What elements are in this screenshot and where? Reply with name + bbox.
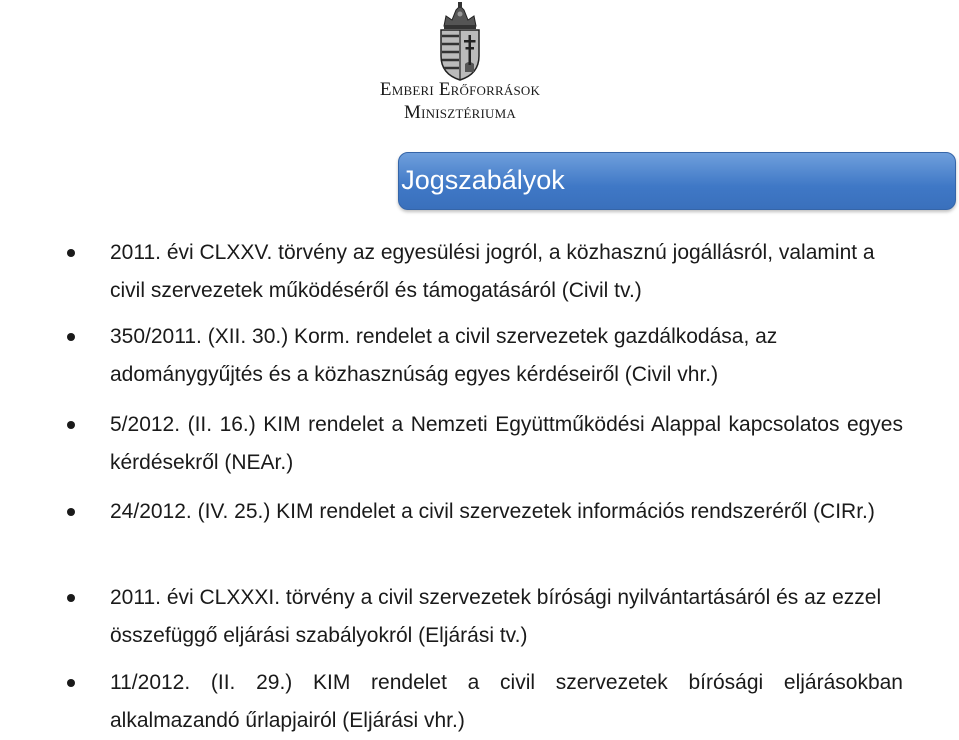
list-item-text: 2011. évi CLXXV. törvény az egyesülési jogról, a közhasznú jogállásról, valamint a civil szervezetek működéséről és támogatásáról (Civil tv.) xyxy=(110,241,875,302)
list-item-text: 11/2012. (II. 29.) KIM rendelet a civil szervezetek bírósági eljárásokban alkalmazandó űrlapjairól (Eljárási vhr.) xyxy=(110,671,903,732)
list-item-text: 5/2012. (II. 16.) KIM rendelet a Nemzeti Együttműködési Alappal kapcsolatos egyes kérdésekről (NEAr.) xyxy=(110,413,903,474)
org-name-line2: Minisztériuma xyxy=(404,102,516,123)
list-item-text: 2011. évi CLXXXI. törvény a civil szervezetek bírósági nyilvántartásáról és az ezzel összefüggő eljárási szabályokról (Eljárási tv.) xyxy=(110,586,882,647)
bullet-icon xyxy=(67,594,75,602)
list-item-text: 350/2011. (XII. 30.) Korm. rendelet a civil szervezetek gazdálkodása, az adománygyűjtés és a közhasznúság egyes kérdéseiről (Civil vhr.) xyxy=(110,325,778,386)
org-name-line1: Emberi Erőforrások xyxy=(379,79,541,100)
coat-of-arms-icon xyxy=(432,2,488,82)
ministry-logo xyxy=(360,0,560,130)
bullet-icon xyxy=(67,508,75,516)
bullet-icon xyxy=(67,333,75,341)
list-item-text: 24/2012. (IV. 25.) KIM rendelet a civil szervezetek információs rendszeréről (CIRr.) xyxy=(110,500,875,523)
bullet-icon xyxy=(67,249,75,257)
page-title: Jogszabályok xyxy=(401,165,565,195)
bullet-icon xyxy=(67,421,75,429)
bullet-icon xyxy=(67,679,75,687)
